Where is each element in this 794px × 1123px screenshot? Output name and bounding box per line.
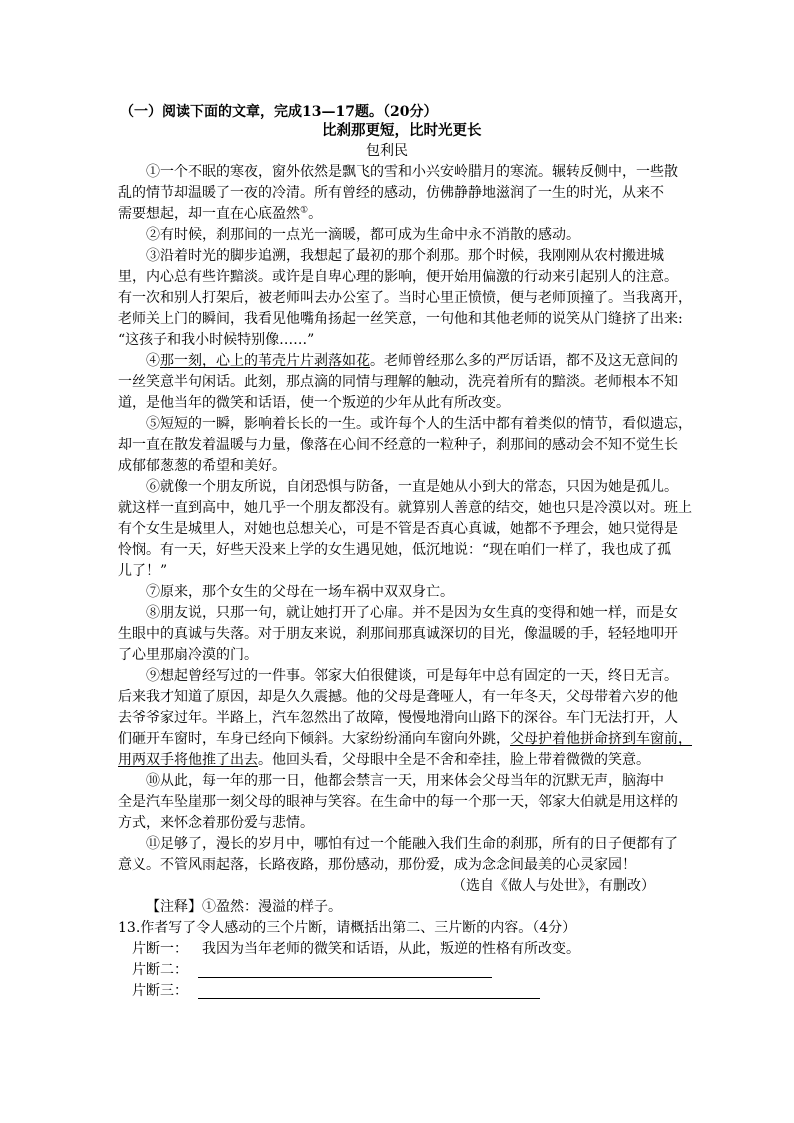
paragraph-1-line xyxy=(118,205,322,223)
paragraph-6-line: 有个女生是城里人，对她也总想关心，可是不管是否真心真诚，她都不予理会，她只觉得是 xyxy=(118,521,678,537)
fragment-2-label: 片断二： xyxy=(132,962,188,978)
paragraph-9-line: ⑨想起曾经写过的一件事。邻家大伯很健谈，可是每年中总有固定的一天，终日无言。 xyxy=(146,668,678,684)
paragraph-1-text: 需要想起，却一直在心底盈然 xyxy=(118,206,300,222)
paragraph-3-line: ③沿着时光的脚步追溯，我想起了最初的那个刹那。那个时候，我刚刚从农村搬进城 xyxy=(146,248,664,264)
paragraph-1-line: 乱的情节却温暖了一夜的冷清。所有曾经的感动，仿佛静静地滋润了一生的时光，从来不 xyxy=(118,185,664,201)
paragraph-1-line: ①一个不眠的寒夜，窗外依然是飘飞的雪和小兴安岭腊月的寒流。辗转反侧中，一些散 xyxy=(146,164,678,180)
paragraph-3-line: 有一次和别人打架后，被老师叫去办公室了。当时心里正愤愤，便与老师顶撞了。当我离开， xyxy=(118,290,692,306)
paragraph-5-line: 成郁郁葱葱的希望和美好。 xyxy=(118,458,286,474)
fragment-3-answer-line[interactable] xyxy=(198,998,540,999)
paragraph-9-line: 去爷爷家过年。半路上，汽车忽然出了故障，慢慢地滑向山路下的深谷。车门无法打开，人 xyxy=(118,710,678,726)
underlined-sentence: 父母护着他拼命挤到车窗前， xyxy=(510,731,692,747)
paragraph-4-line: 一丝笑意半句闲话。此刻，那点滴的同情与理解的触动，洗亮着所有的黯淡。老师根本不知 xyxy=(118,374,678,390)
paragraph-10-line: ⑩从此，每一年的那一日，他都会禁言一天，用来体会父母当年的沉默无声，脑海中 xyxy=(146,773,664,789)
paragraph-4-line: 道，是他当年的微笑和话语，使一个叛逆的少年从此有所改变。 xyxy=(118,395,510,411)
paragraph-3-line: “这孩子和我小时候特别像……” xyxy=(118,332,315,348)
fragment-1-label: 片断一： xyxy=(132,941,188,957)
paragraph-5-line: 却一直在散发着温暖与力量，像落在心间不经意的一粒种子，刹那间的感动会不知不觉生长 xyxy=(118,437,678,453)
paragraph-8-line: 生眼中的真诚与失落。对于朋友来说，刹那间那真诚深切的目光，像温暖的手，轻轻地叩开 xyxy=(118,626,678,642)
paragraph-9-text: 。他回头看，父母眼中全是不舍和牵挂，脸上带着微微的笑意。 xyxy=(258,752,650,768)
paragraph-6-line: 儿了！” xyxy=(118,563,168,579)
paragraph-11-line: 意义。不管风雨起落，长路夜路，那份感动，那份爱，成为念念间最美的心灵家园！ xyxy=(118,857,636,873)
underlined-sentence: 用两双手将他推了出去 xyxy=(118,752,258,768)
paragraph-10-line: 方式，来怀念着那份爱与悲情。 xyxy=(118,815,314,831)
paragraph-7-line: ⑦原来，那个女生的父母在一场车祸中双双身亡。 xyxy=(146,584,454,600)
question-13-prompt: 13.作者写了令人感动的三个片断，请概括出第二、三片断的内容。（4分） xyxy=(118,920,577,936)
paragraph-3-line: 老师关上门的瞬间，我看见他嘴角扬起一丝笑意，一句他和其他老师的说笑从门缝挤了出来: xyxy=(118,311,683,327)
paragraph-3-line: 里，内心总有些许黯淡。或许是自卑心理的影响，便开始用偏激的行动来引起别人的注意。 xyxy=(118,269,678,285)
paragraph-5-line: ⑤短短的一瞬，影响着长长的一生。或许每个人的生活中都有着类似的情节，看似遗忘， xyxy=(146,416,692,432)
section-heading: （一）阅读下面的文章，完成13—17题。（20分） xyxy=(120,104,438,120)
paragraph-4-text: 。老师曾经那么多的严厉话语，都不及这无意间的 xyxy=(370,353,678,369)
underlined-sentence: 那一刻，心上的苇壳片片剥落如花 xyxy=(160,353,370,369)
paragraph-9-text: 们砸开车窗时，车身已经向下倾斜。大家纷纷涌向车窗向外跳， xyxy=(118,731,510,747)
paragraph-number: ④ xyxy=(146,353,160,369)
paragraph-11-line: ⑪足够了，漫长的岁月中，哪怕有过一个能融入我们生命的刹那，所有的日子便都有了 xyxy=(146,836,678,852)
paragraph-9-line: 后来我才知道了原因，却是久久震撼。他的父母是聋哑人，有一年冬天，父母带着六岁的他 xyxy=(118,689,678,705)
paragraph-9-line xyxy=(118,751,650,769)
fragment-2-answer-line[interactable] xyxy=(198,977,492,978)
paragraph-4-line xyxy=(146,352,678,370)
paragraph-8-line: 了心里那扇冷漠的门。 xyxy=(118,647,258,663)
article-source: （选自《做人与处世》，有删改） xyxy=(452,878,655,894)
paragraph-1-text: 。 xyxy=(308,206,323,222)
footnote-marker: ① xyxy=(300,205,309,216)
paragraph-6-line: 就这样一直到高中，她几乎一个朋友都没有。就算别人善意的结交，她也只是冷漠以对。班上 xyxy=(118,500,692,516)
paragraph-2-line: ②有时候，刹那间的一点光一滴暖，都可成为生命中永不消散的感动。 xyxy=(146,227,580,243)
paragraph-10-line: 全是汽车坠崖那一刻父母的眼神与笑容。在生命中的每一个那一天，邻家大伯就是用这样的 xyxy=(118,794,678,810)
article-title: 比刹那更短，比时光更长 xyxy=(322,122,482,139)
annotation-note: 【注释】①盈然：漫溢的样子。 xyxy=(146,899,342,915)
paragraph-8-line: ⑧朋友说，只那一句，就让她打开了心扉。并不是因为女生真的变得和她一样，而是女 xyxy=(146,605,678,621)
article-author: 包利民 xyxy=(366,143,408,159)
fragment-1-answer: 我因为当年老师的微笑和话语，从此，叛逆的性格有所改变。 xyxy=(202,941,580,957)
paragraph-6-line: ⑥就像一个朋友所说，自闭恐惧与防备，一直是她从小到大的常态，只因为她是孤儿。 xyxy=(146,479,678,495)
paragraph-9-line xyxy=(118,730,692,748)
fragment-3-label: 片断三： xyxy=(132,983,188,999)
paragraph-6-line: 怜悯。有一天，好些天没来上学的女生遇见她，低沉地说：“现在咱们一样了，我也成了孤 xyxy=(118,542,672,558)
